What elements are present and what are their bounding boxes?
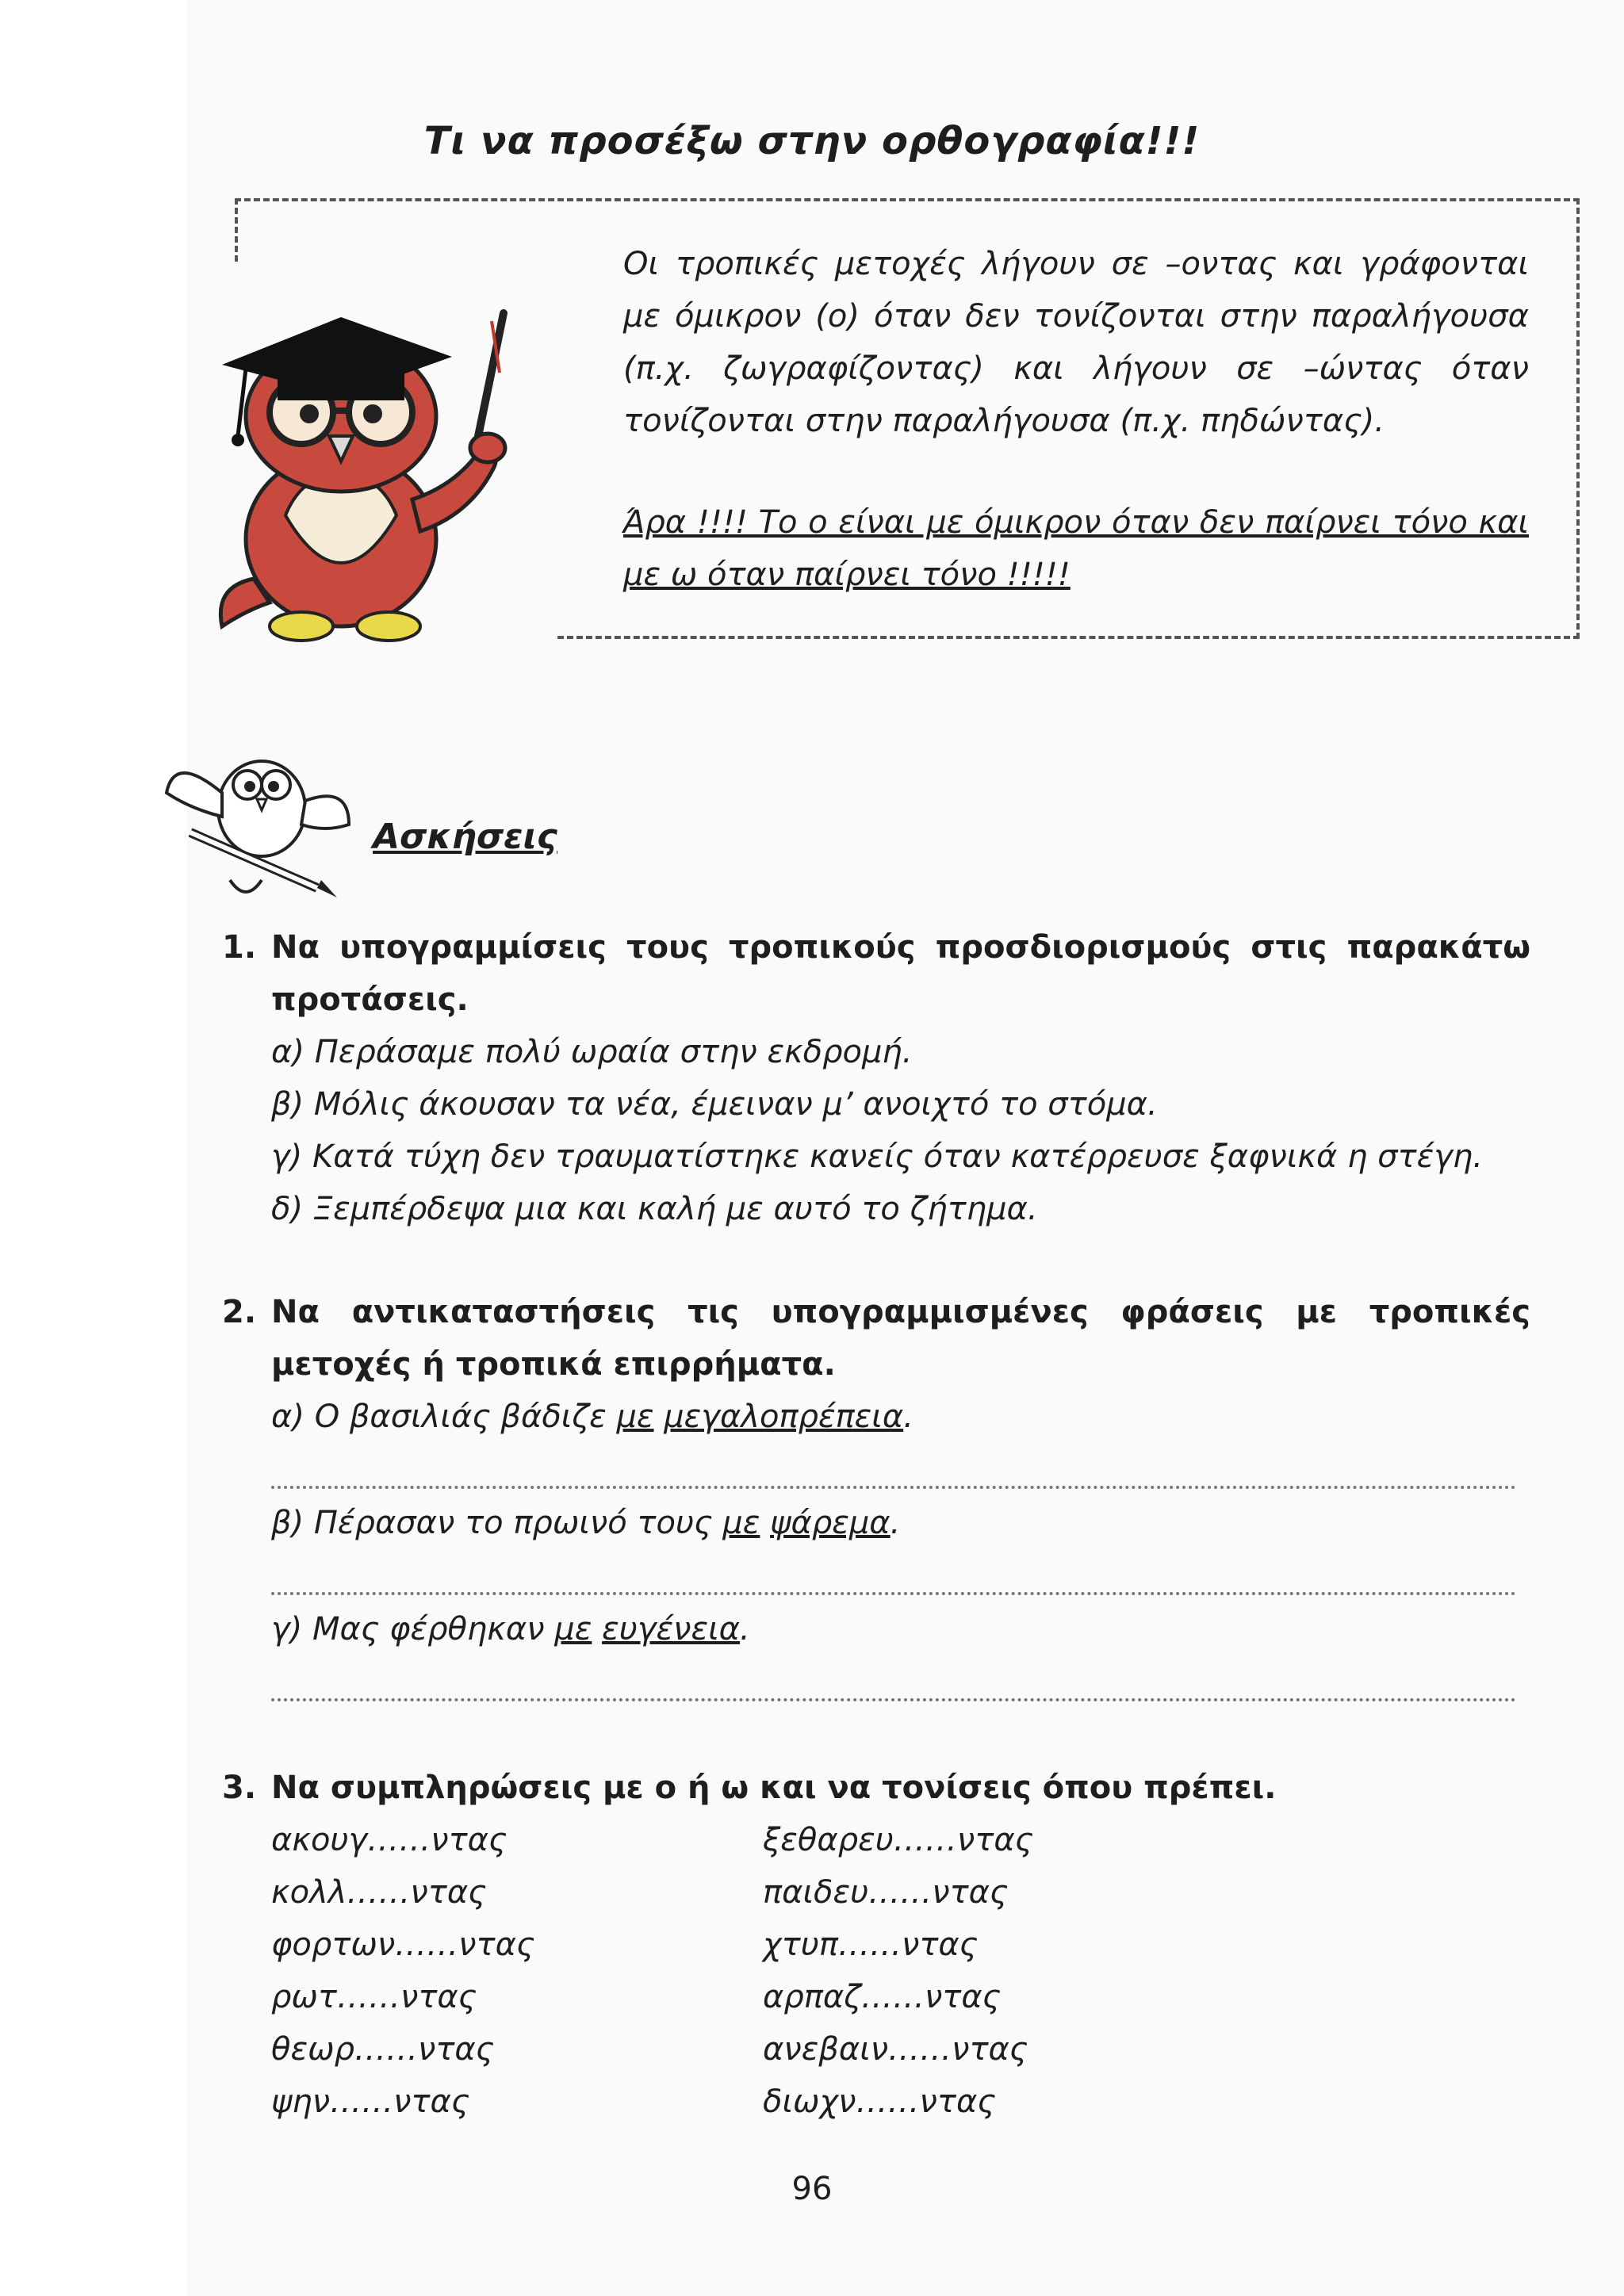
exercise-1-item: α) Περάσαμε πολύ ωραία στην εκδρομή. [271, 1034, 913, 1070]
fill-in-word[interactable]: χτυπ……ντας [763, 1927, 979, 1963]
fill-in-word[interactable]: διωχν……ντας [763, 2084, 996, 2120]
exercise-2-item-b [222, 1497, 1530, 1549]
rule-text: Οι τροπικές μετοχές λήγουν σε –οντας και γράφονται με όμικρον (ο) όταν δεν τονίζονται στην παραλήγουσα (π.χ. ζωγραφίζοντας) και λήγουν σε –ώντας όταν τονίζονται στην παραλήγουσα (π.χ. πηδώντας). [623, 246, 1529, 439]
answer-line[interactable] [271, 1549, 1516, 1595]
exercise-prompt-text: Να συμπληρώσεις με ο ή ω και να τονίσεις όπου πρέπει. [271, 1770, 1277, 1806]
exercise-1-prompt [222, 921, 1530, 1026]
sentence-text: α) Ο βασιλιάς βάδιζε [271, 1399, 617, 1435]
underlined-word: με [554, 1611, 592, 1647]
underlined-word: ευγένεια [602, 1611, 741, 1647]
exercise-2-prompt [222, 1286, 1530, 1391]
exercise-3-prompt [222, 1762, 1530, 1814]
fill-in-word[interactable]: ανεβαιν……ντας [763, 2031, 1028, 2068]
exercise-1 [222, 921, 1530, 1235]
owl-with-pencil-icon [159, 721, 357, 904]
answer-line[interactable] [271, 1443, 1516, 1489]
exercise-1-item: δ) Ξεμπέρδεψα μια και καλή με αυτό το ζήτημα. [271, 1191, 1038, 1227]
sentence-end: . [903, 1399, 914, 1435]
fill-in-left-column [271, 1814, 763, 2128]
sentence-end: . [890, 1505, 901, 1541]
underlined-word: με [722, 1505, 760, 1541]
fill-in-word[interactable]: κολλ……ντας [271, 1874, 487, 1911]
fill-in-word[interactable]: φορτων……ντας [271, 1927, 535, 1963]
sentence-end: . [740, 1611, 750, 1647]
exercise-number: 2. [222, 1294, 257, 1330]
exercise-prompt-text: Να υπογραμμίσεις τους τροπικούς προσδιορισμούς στις παρακάτω προτάσεις. [271, 929, 1530, 1018]
page-title: Τι να προσέξω στην ορθογραφία!!! [423, 119, 1201, 163]
fill-in-word[interactable]: ξεθαρευ……ντας [763, 1822, 1034, 1858]
fill-in-word[interactable]: ψην……ντας [271, 2084, 470, 2120]
exercise-number: 3. [222, 1770, 257, 1806]
answer-line[interactable] [271, 1655, 1516, 1701]
fill-in-word[interactable]: ακουγ……ντας [271, 1822, 508, 1858]
rule-box-stub [235, 198, 238, 262]
underlined-word: ψάρεμα [770, 1505, 891, 1541]
sentence-text: γ) Μας φέρθηκαν [271, 1611, 555, 1647]
underlined-word: με [616, 1399, 654, 1435]
sentence-text: β) Πέρασαν το πρωινό τους [271, 1505, 723, 1541]
exercise-2 [222, 1286, 1530, 1709]
exercise-2-item-a [222, 1391, 1530, 1443]
sentence-space [760, 1505, 770, 1541]
page-number: 96 [791, 2171, 833, 2207]
fill-in-word[interactable]: αρπαζ……ντας [763, 1979, 1002, 2015]
rule-note: Άρα !!!! Το ο είναι με όμικρον όταν δεν παίρνει τόνο και με ω όταν παίρνει τόνο !!!!! [623, 504, 1529, 593]
fill-in-columns [222, 1814, 1530, 2128]
underlined-word: μεγαλοπρέπεια [664, 1399, 904, 1435]
fill-in-word[interactable]: ρωτ……ντας [271, 1979, 477, 2015]
graduate-owl-illustration [190, 277, 539, 658]
exercise-1-item: γ) Κατά τύχη δεν τραυματίστηκε κανείς όταν κατέρρευσε ξαφνικά η στέγη. [271, 1138, 1483, 1175]
exercise-prompt-text: Να αντικαταστήσεις τις υπογραμμισμένες φράσεις με τροπικές μετοχές ή τροπικά επιρρήματα. [271, 1294, 1530, 1383]
sentence-space [592, 1611, 602, 1647]
fill-in-word[interactable]: θεωρ……ντας [271, 2031, 495, 2068]
fill-in-right-column [763, 1814, 1254, 2128]
exercise-3 [222, 1762, 1530, 2128]
exercise-1-item: β) Μόλις άκουσαν τα νέα, έμειναν μ’ ανοιχτό το στόμα. [271, 1086, 1158, 1123]
sentence-space [654, 1399, 665, 1435]
exercise-number: 1. [222, 929, 257, 966]
exercise-2-item-c [222, 1603, 1530, 1655]
exercises-title: Ασκήσεις [373, 817, 557, 857]
fill-in-word[interactable]: παιδευ……ντας [763, 1874, 1009, 1911]
